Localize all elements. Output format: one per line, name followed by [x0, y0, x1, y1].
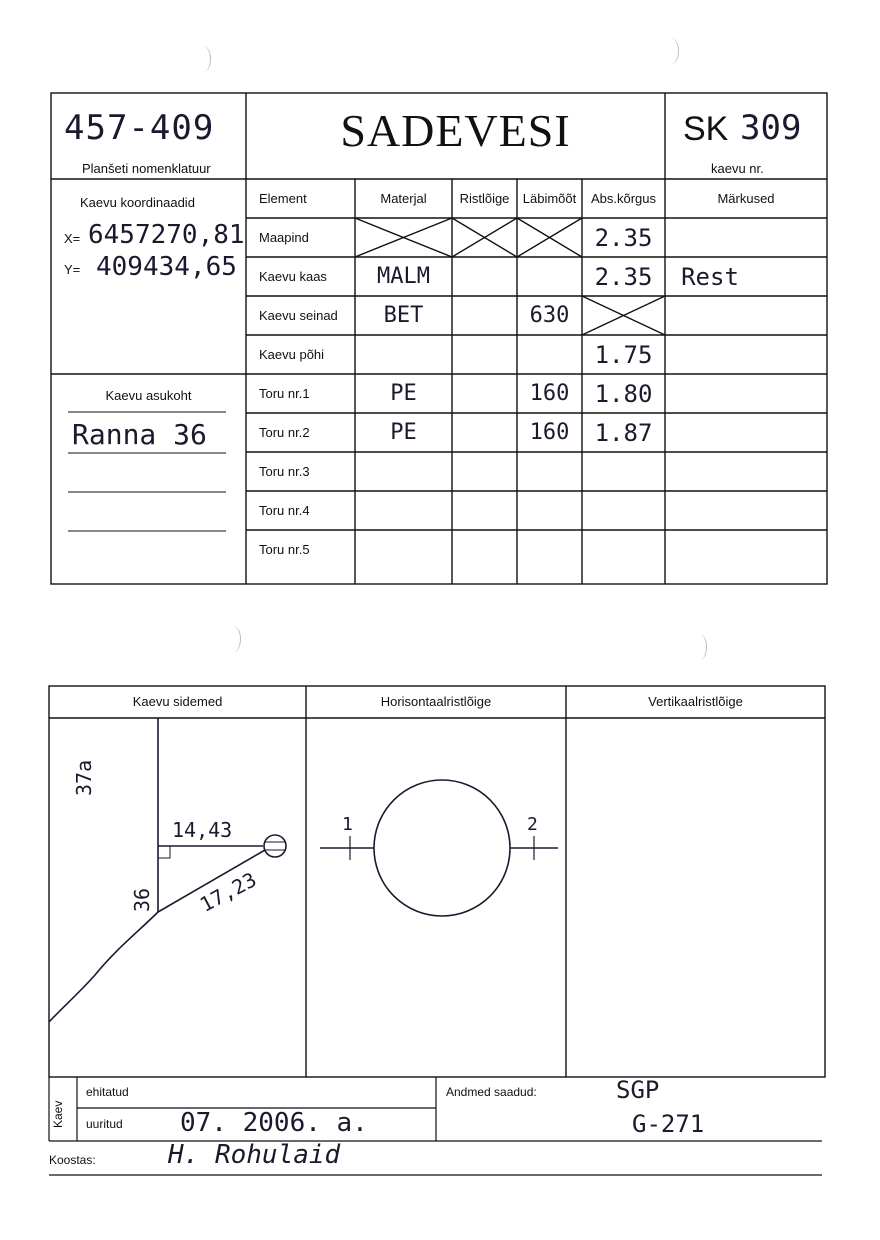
built-label: ehitatud: [86, 1085, 129, 1099]
row-abs-height: [582, 491, 665, 530]
row-element: Toru nr.4: [259, 503, 310, 518]
y-coordinate: 409434,65: [96, 252, 237, 282]
row-abs-height: [582, 296, 665, 335]
row-element: Kaevu seinad: [259, 308, 338, 323]
row-material: PE: [390, 381, 417, 406]
row-notes: [665, 530, 755, 569]
col-title-connections: Kaevu sidemed: [132, 694, 223, 709]
row-element: Toru nr.2: [259, 425, 310, 440]
row-element: Toru nr.5: [259, 542, 310, 557]
row-material: [355, 218, 452, 257]
y-prefix: Y=: [64, 262, 81, 277]
kaev-label: Kaev: [51, 1100, 65, 1128]
label-36: 36: [130, 887, 154, 912]
row-material: [355, 452, 452, 491]
label-37a: 37a: [72, 759, 96, 796]
row-abs-height: 1.80: [594, 379, 653, 408]
row-material: BET: [383, 303, 424, 328]
row-notes: [665, 296, 755, 335]
row-material: MALM: [377, 264, 430, 289]
compiled-value: H. Rohulaid: [168, 1140, 341, 1170]
row-notes: [665, 374, 755, 413]
data-source-label: Andmed saadud:: [446, 1085, 537, 1099]
row-notes: [665, 491, 755, 530]
row-element: Toru nr.3: [259, 464, 310, 479]
form-title: SADEVESI: [340, 105, 571, 156]
row-element: Kaevu põhi: [259, 347, 325, 362]
col-header-material: Materjal: [380, 191, 427, 206]
sheet-label: Planšeti nomenklatuur: [82, 161, 211, 176]
well-number: 309: [740, 108, 802, 148]
row-diameter: [517, 218, 582, 257]
row-diameter: 160: [529, 420, 570, 445]
row-diameter: 630: [529, 303, 570, 328]
surveyed-label: uuritud: [86, 1117, 123, 1131]
well-prefix: SK: [683, 110, 729, 148]
x-prefix: X=: [64, 231, 81, 246]
x-coordinate: 6457270,81: [88, 220, 245, 250]
row-element: Kaevu kaas: [259, 269, 327, 284]
row-diameter: [517, 530, 582, 569]
row-element: Toru nr.1: [259, 386, 310, 401]
col-header-cross-section: Ristlõige: [459, 191, 510, 206]
col-header-element: Element: [259, 191, 307, 206]
col-header-notes: Märkused: [717, 191, 775, 206]
row-notes: [665, 413, 755, 452]
row-notes: [665, 218, 755, 257]
horizontal-section: [320, 780, 558, 916]
distance-2: 17,23: [195, 867, 261, 917]
col-header-diameter: Läbimõõt: [522, 191, 577, 206]
row-abs-height: 2.35: [594, 262, 653, 291]
row-diameter: [517, 257, 582, 296]
coordinates-label: Kaevu koordinaadid: [80, 195, 195, 210]
row-material: [355, 530, 452, 569]
pipe-label-1: 1: [342, 814, 353, 835]
row-diameter: [517, 491, 582, 530]
row-diameter: [517, 452, 582, 491]
col-title-horizontal: Horisontaalristlõige: [380, 694, 492, 709]
pipe-label-2: 2: [527, 814, 538, 835]
row-notes: Rest: [681, 262, 739, 291]
row-material: [355, 491, 452, 530]
row-element: Maapind: [259, 230, 309, 245]
row-abs-height: [582, 530, 665, 569]
row-material: PE: [390, 420, 417, 445]
row-abs-height: 1.75: [594, 340, 653, 369]
location-label: Kaevu asukoht: [105, 388, 192, 403]
row-diameter: [517, 335, 582, 374]
location-value: Ranna 36: [72, 418, 207, 451]
col-title-vertical: Vertikaalristlõige: [648, 694, 743, 709]
row-notes: [665, 452, 755, 491]
row-material: [355, 335, 452, 374]
well-label: kaevu nr.: [711, 161, 764, 176]
row-abs-height: [582, 452, 665, 491]
row-diameter: 160: [529, 381, 570, 406]
distance-1: 14,43: [172, 818, 233, 842]
compiled-label: Koostas:: [49, 1153, 96, 1167]
data-source-value-2: G-271: [632, 1110, 705, 1138]
row-abs-height: 2.35: [594, 223, 653, 252]
surveyed-value: 07. 2006. a.: [180, 1108, 368, 1138]
col-header-abs-height: Abs.kõrgus: [590, 191, 657, 206]
sheet-number: 457-409: [64, 108, 215, 148]
row-abs-height: 1.87: [594, 418, 653, 447]
row-notes: [665, 335, 755, 374]
data-source-value-1: SGP: [616, 1076, 660, 1104]
